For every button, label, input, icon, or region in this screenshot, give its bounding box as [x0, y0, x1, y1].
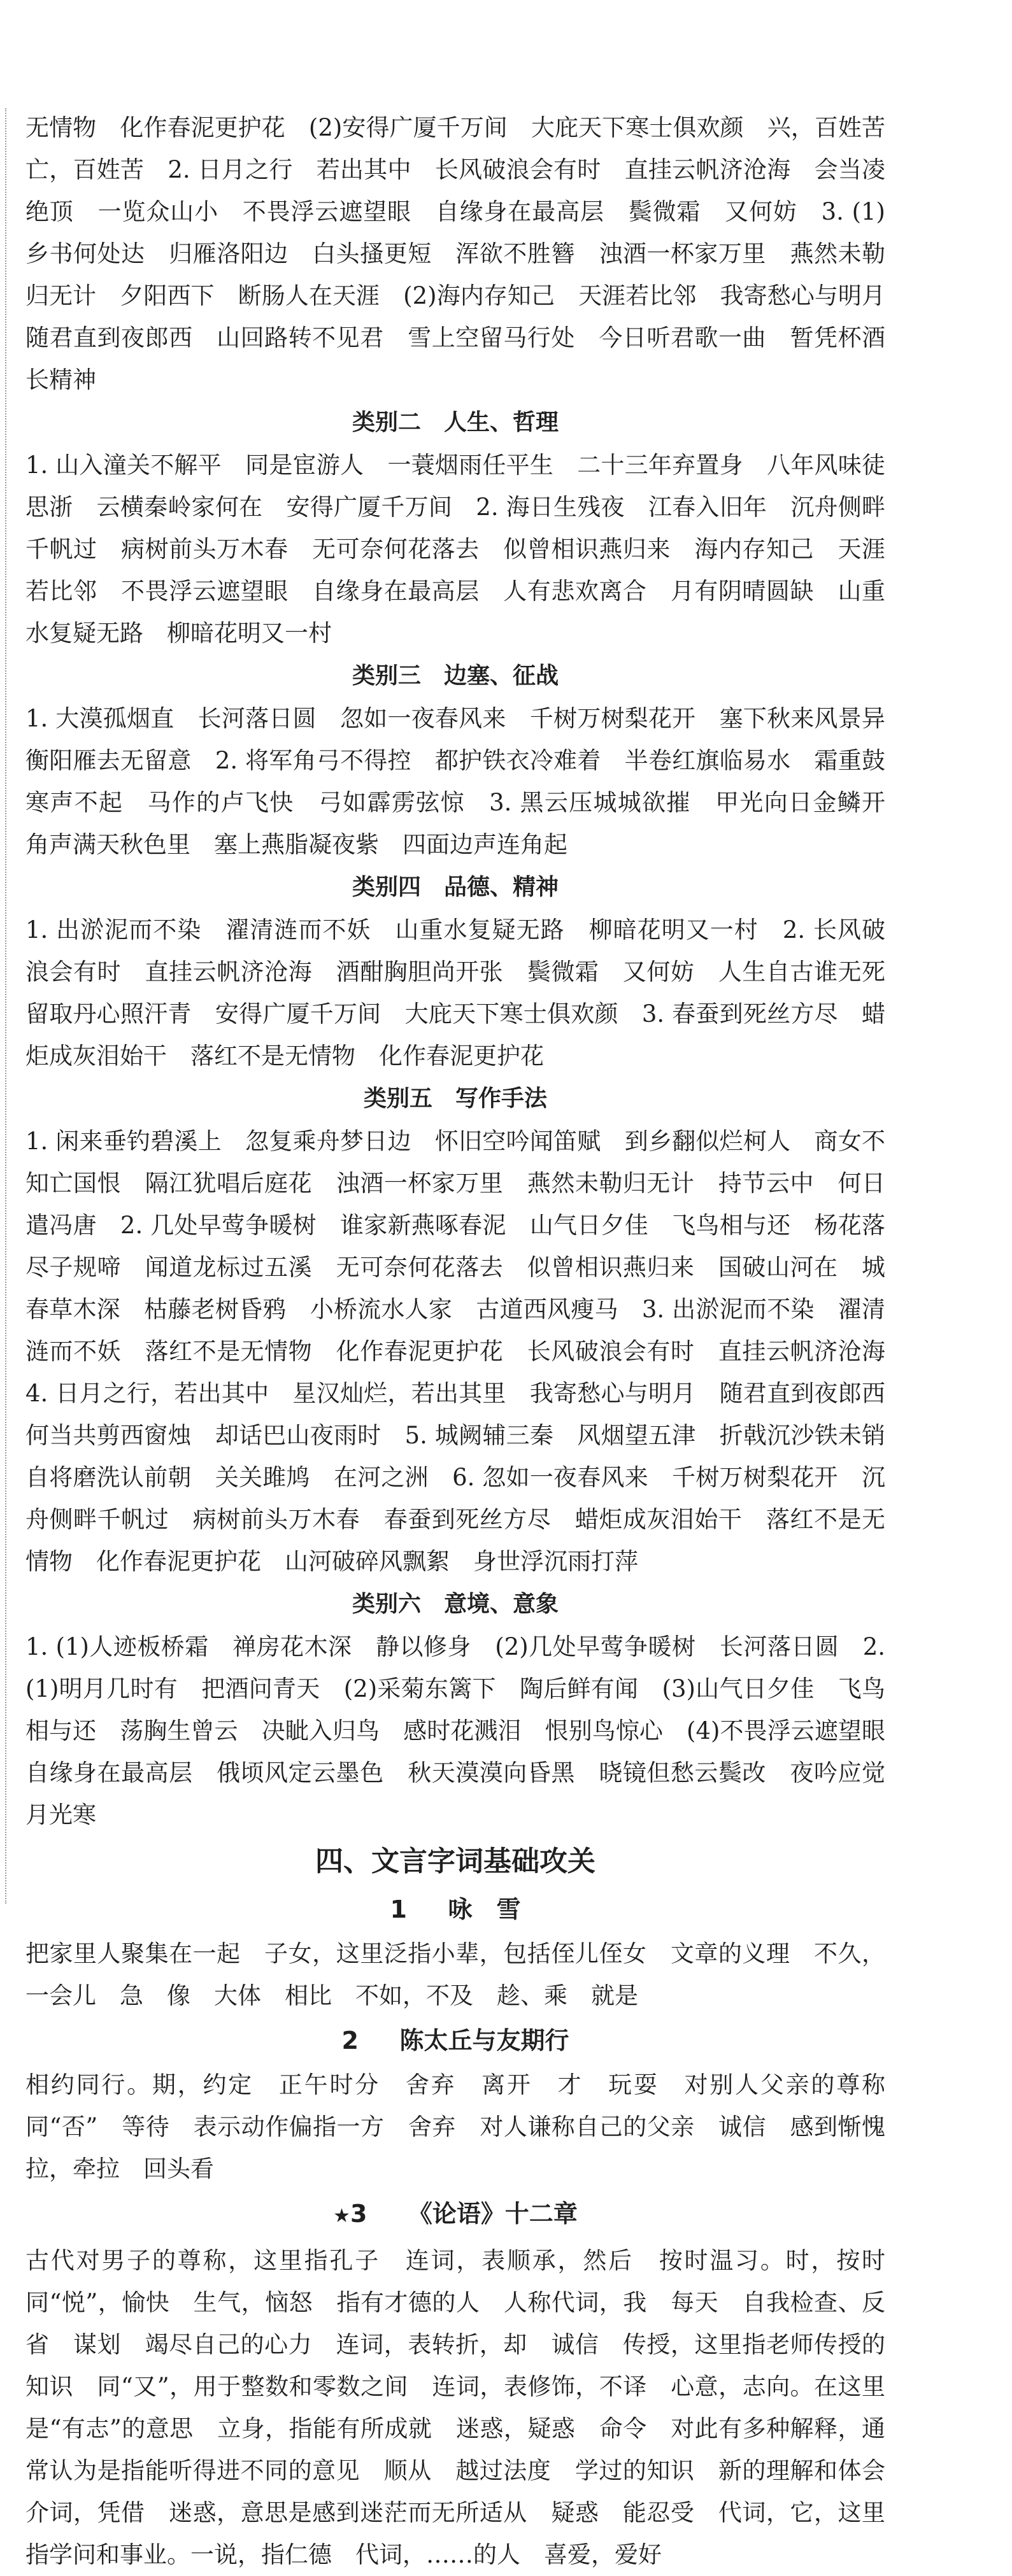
lesson-1 [25, 1888, 885, 2017]
section-heading: 类别二 人生、哲理 [352, 409, 559, 435]
lesson-text: 相约同行。期，约定 正午时分 舍弃 离开 才 玩耍 对别人父亲的尊称 同“否” 等待 表示动作偏指一方 舍弃 对人谦称自己的父亲 诚信 感到惭愧 拉，牵拉 回头看 [25, 2071, 909, 2183]
lesson-name: 《论语》十二章 [408, 2200, 578, 2228]
lesson-title [25, 1888, 885, 1930]
lesson-number: 2 [341, 2027, 359, 2055]
section-text: 1. (1)人迹板桥霜 禅房花木深 静以修身 (2)几处早莺争暖树 长河落日圆 2. (1)明月几时有 把酒问青天 (2)采菊东篱下 陶后鲜有闻 (3)山气日夕佳 飞鸟相与还 荡胸生曾云 决眦入归鸟 感时花溅泪 恨别鸟惊心 (4)不畏浮云遮望眼 自缘身在最高层 俄顷风定云墨色 秋天漠漠向昏黑 晓镜但愁云鬓改 夜吟应觉月光寒 [25, 1633, 909, 1829]
section-text: 1. 出淤泥而不染 濯清涟而不妖 山重水复疑无路 柳暗花明又一村 2. 长风破浪会有时 直挂云帆济沧海 酒酣胸胆尚开张 鬓微霜 又何妨 人生自古谁无死 留取丹心照汗青 安得广厦千万间 大庇天下寒士俱欢颜 3. 春蚕到死丝方尽 蜡炬成灰泪始干 落红不是无情物 化作春泥更护花 [25, 916, 909, 1070]
chapter-title: 四、文言字词基础攻关 [315, 1845, 595, 1878]
section-category-three [25, 656, 909, 866]
lesson-text: 古代对男子的尊称，这里指孔子 连词，表顺承，然后 按时温习。时，按时 同“悦”，愉快 生气，恼怒 指有才德的人 人称代词，我 每天 自我检查、反省 谋划 竭尽自己的心力 连词，表转折，却 诚信 传授，这里指老师传授的知识 同“又”，用于整数和零数之间 连词，表修饰，不译 心意，志向。在这里是“有志”的意思 立身，指能有所成就 迷惑，疑惑 命令 对此有多种解释，通常认为是指能听得进不同的意见 顺从 越过法度 学过的知识 新的理解和体会 介词，凭借 迷惑，意思是感到迷茫而无所适从 疑惑 能忍受 代词，它，这里指学问和事业。一说，指仁德 代词，……的人 喜爱，爱好 [25, 2247, 909, 2568]
category-one-continuation: 无情物 化作春泥更护花 (2)安得广厦千万间 大庇天下寒士俱欢颜 兴，百姓苦 亡，百姓苦 2. 日月之行 若出其中 长风破浪会有时 直挂云帆济沧海 会当凌绝顶 一览众山小 不畏浮云遮望眼 自缘身在最高层 鬓微霜 又何妨 3. (1)乡书何处达 归雁洛阳边 白头搔更短 浑欲不胜簪 浊酒一杯家万里 燕然未勒归无计 夕阳西下 断肠人在天涯 (2)海内存知己 天涯若比邻 我寄愁心与明月 随君直到夜郎西 山回路转不见君 雪上空留马行处 今日听君歌一曲 暂凭杯酒长精神 [25, 114, 909, 393]
lesson-title [25, 2020, 885, 2062]
section-category-six [25, 1584, 909, 1836]
section-heading: 类别五 写作手法 [363, 1086, 547, 1112]
margin-rule [5, 108, 6, 1904]
section-text: 1. 闲来垂钓碧溪上 忽复乘舟梦日边 怀旧空吟闻笛赋 到乡翻似烂柯人 商女不知亡国恨 隔江犹唱后庭花 浊酒一杯家万里 燕然未勒归无计 持节云中 何日遣冯唐 2. 几处早莺争暖树 谁家新燕啄春泥 山气日夕佳 飞鸟相与还 杨花落尽子规啼 闻道龙标过五溪 无可奈何花落去 似曾相识燕归来 国破山河在 城春草木深 枯藤老树昏鸦 小桥流水人家 古道西风瘦马 3. 出淤泥而不染 濯清涟而不妖 落红不是无情物 化作春泥更护花 长风破浪会有时 直挂云帆济沧海 4. 日月之行，若出其中 星汉灿烂，若出其里 我寄愁心与明月 随君直到夜郎西 何当共剪西窗烛 却话巴山夜雨时 5. 城阙辅三秦 风烟望五津 折戟沉沙铁未销 自将磨洗认前朝 关关雎鸠 在河之洲 6. 忽如一夜春风来 千树万树梨花开 沉舟侧畔千帆过 病树前头万木春 春蚕到死丝方尽 蜡炬成灰泪始干 落红不是无情物 化作春泥更护花 山河破碎风飘絮 身世浮沉雨打萍 [25, 1128, 909, 1575]
lesson-number: 3 [350, 2200, 367, 2228]
section-heading: 类别三 边塞、征战 [352, 663, 559, 689]
star-icon: ★ [333, 2205, 350, 2227]
lesson-3 [25, 2193, 909, 2576]
lesson-number: 1 [390, 1895, 407, 1923]
lesson-text: 把家里人聚集在一起 子女，这里泛指小辈，包括侄儿侄女 文章的义理 不久，一会儿 急 像 大体 相比 不如，不及 趁、乘 就是 [25, 1940, 885, 2009]
lesson-name: 陈太丘与友期行 [399, 2027, 569, 2055]
section-text: 1. 大漠孤烟直 长河落日圆 忽如一夜春风来 千树万树梨花开 塞下秋来风景异 衡阳雁去无留意 2. 将军角弓不得控 都护铁衣冷难着 半卷红旗临易水 霜重鼓寒声不起 马作的卢飞快 弓如霹雳弦惊 3. 黑云压城城欲摧 甲光向日金鳞开 角声满天秋色里 塞上燕脂凝夜紫 四面边声连角起 [25, 705, 909, 858]
section-category-five [25, 1079, 909, 1583]
lesson-name: 咏 雪 [448, 1895, 521, 1923]
section-category-two [25, 402, 885, 655]
lesson-2 [25, 2020, 909, 2190]
section-heading: 类别四 品德、精神 [352, 874, 559, 900]
section-category-four [25, 867, 909, 1077]
lesson-title [25, 2193, 885, 2237]
section-text: 1. 山入潼关不解平 同是宦游人 一蓑烟雨任平生 二十三年弃置身 八年风味徒思浙 云横秦岭家何在 安得广厦千万间 2. 海日生残夜 江春入旧年 沉舟侧畔千帆过 病树前头万木春 无可奈何花落去 似曾相识燕归来 海内存知己 天涯若比邻 不畏浮云遮望眼 自缘身在最高层 人有悲欢离合 月有阴晴圆缺 山重水复疑无路 柳暗花明又一村 [25, 451, 885, 647]
answer-page [25, 107, 909, 2576]
section-heading: 类别六 意境、意象 [352, 1591, 559, 1617]
